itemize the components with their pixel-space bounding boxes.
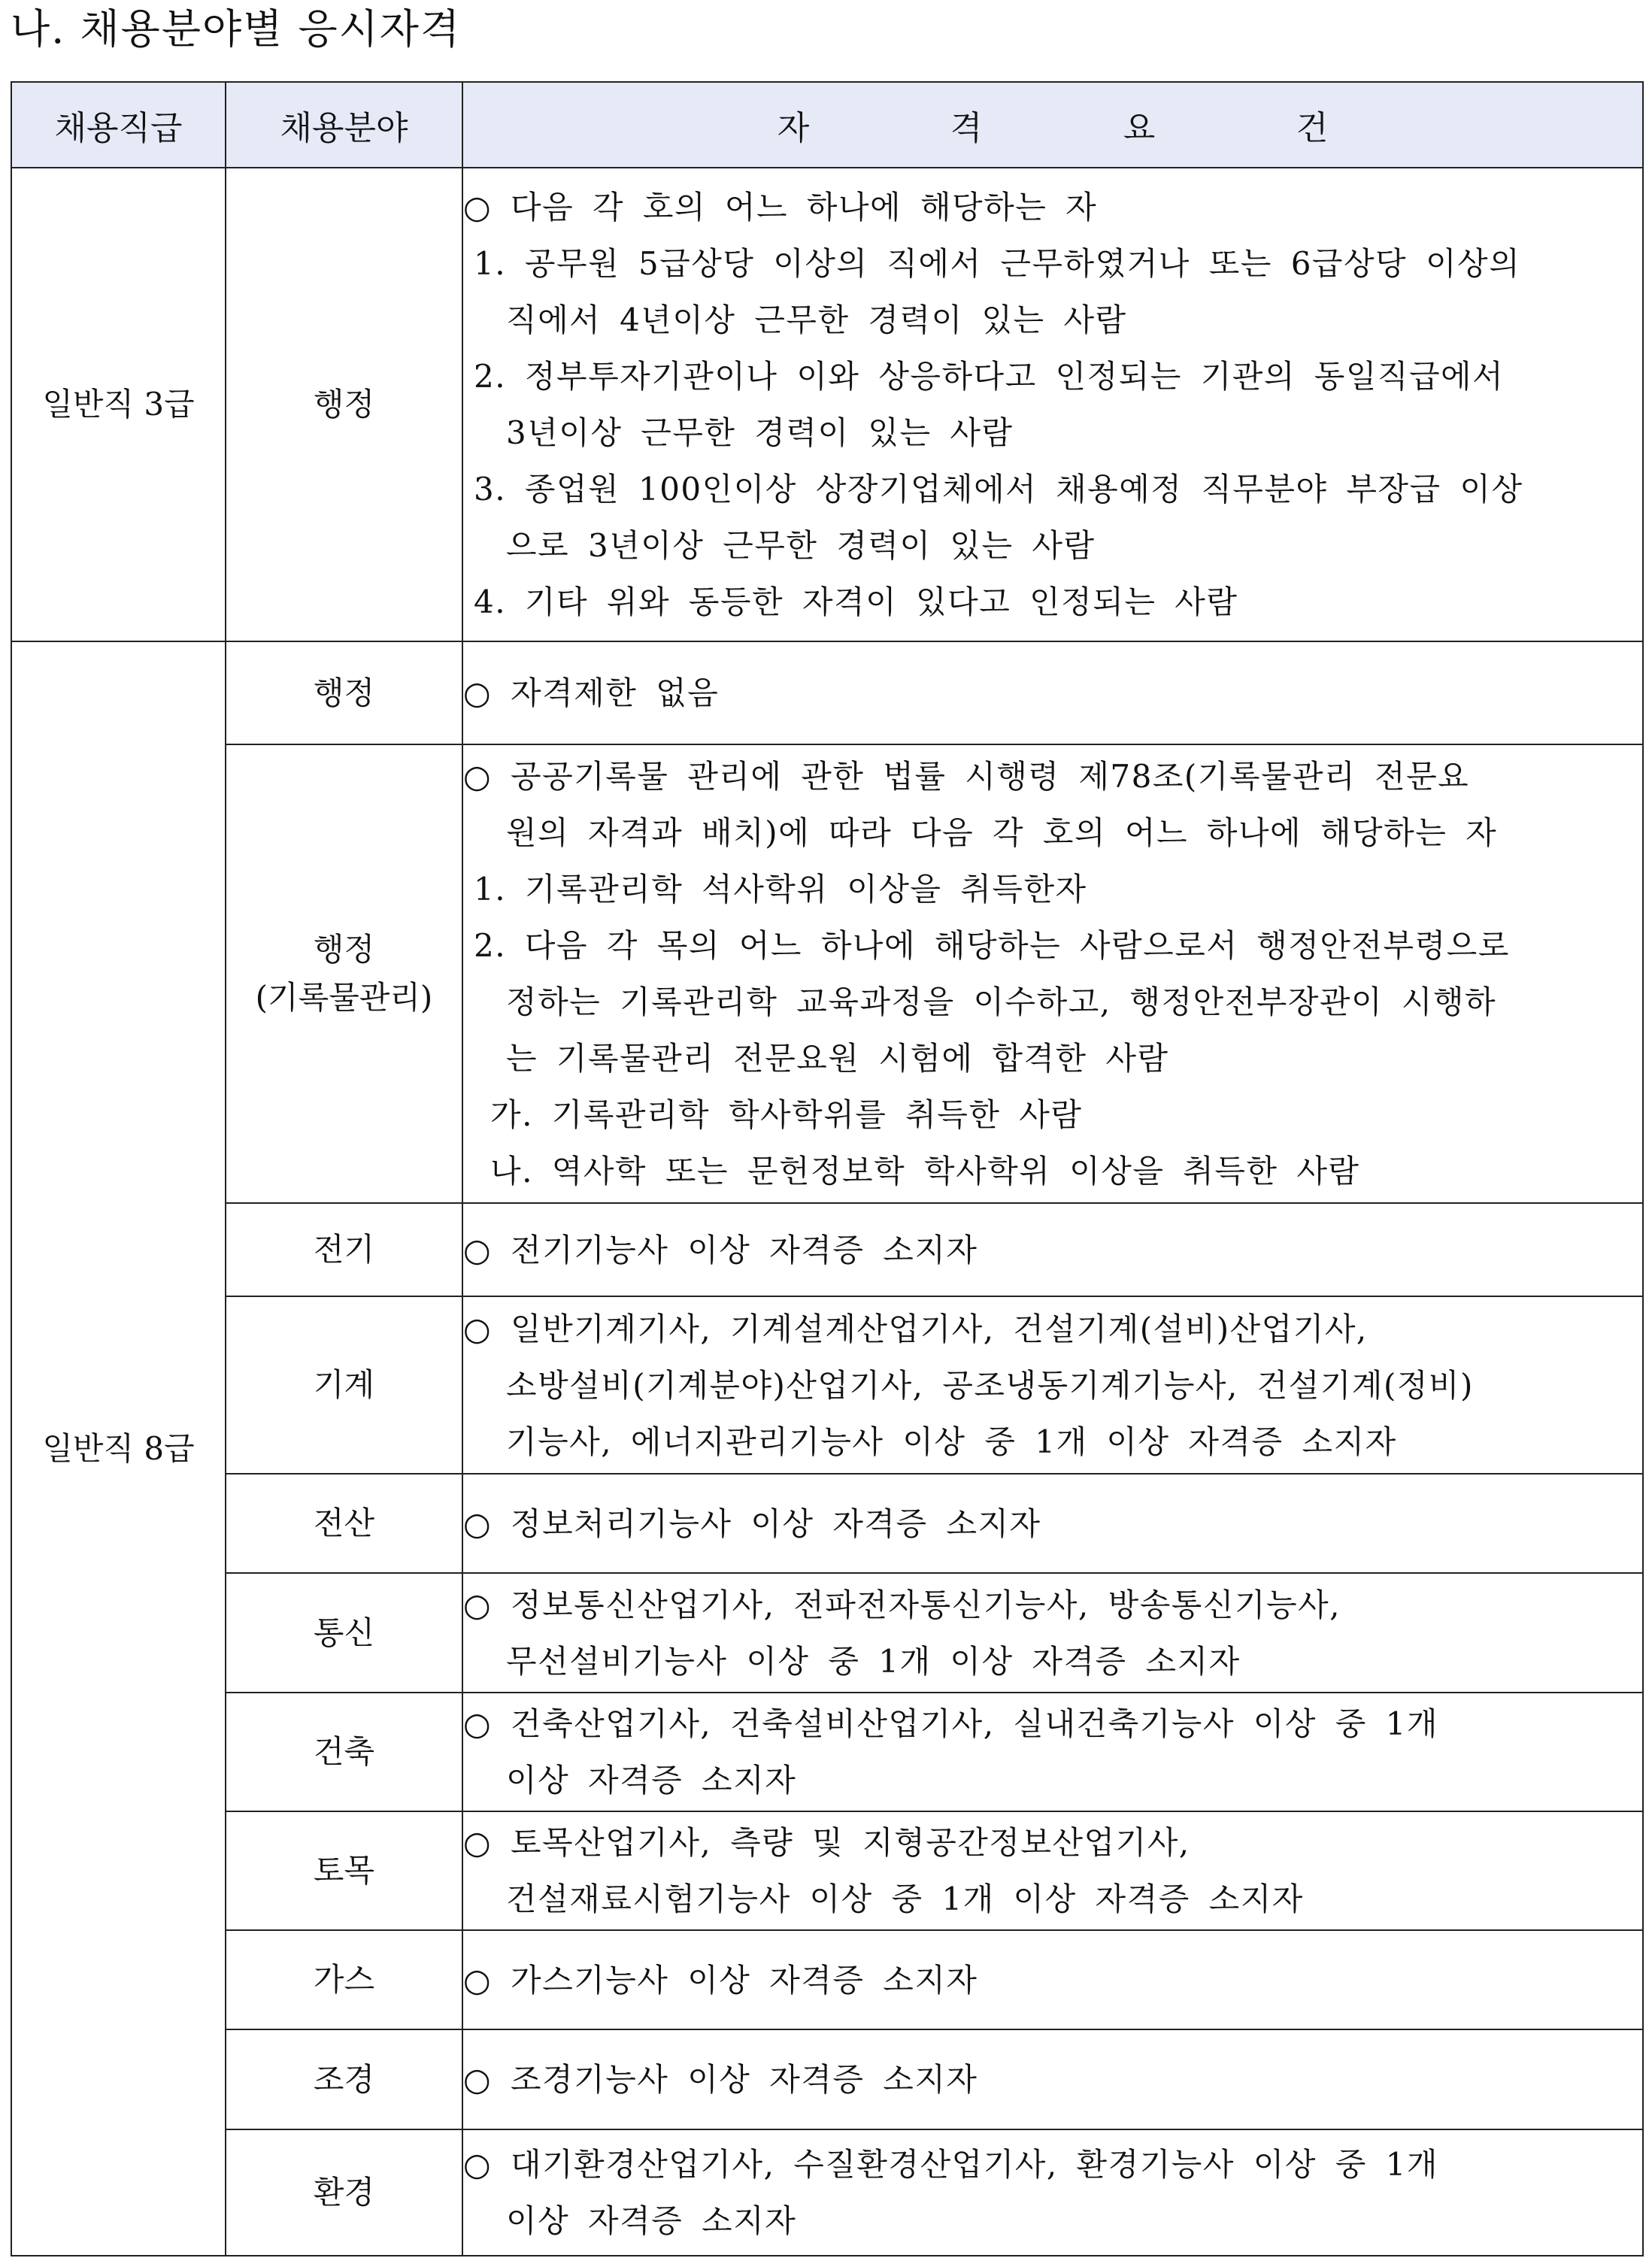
field-cell: 통신 <box>226 1573 462 1693</box>
requirement-line: 소방설비(기계분야)산업기사, 공조냉동기계기능사, 건설기계(정비) <box>506 1366 1474 1404</box>
field-cell: 전산 <box>226 1474 462 1573</box>
field-cell: 건축 <box>226 1693 462 1811</box>
rank-cell: 일반직 8급 <box>11 641 226 2256</box>
header-requirements-char: 요 <box>1123 109 1156 147</box>
requirement-line: 기능사, 에너지관리기능사 이상 중 1개 이상 자격증 소지자 <box>506 1423 1397 1460</box>
requirements-cell <box>462 1930 1643 2029</box>
header-requirements-char: 건 <box>1296 109 1329 147</box>
table-row <box>11 1474 1643 1573</box>
header-field: 채용분야 <box>226 82 462 168</box>
requirement-line: ○ 다음 각 호의 어느 하나에 해당하는 자 <box>463 189 1098 226</box>
section-title: 나. 채용분야별 응시자격 <box>11 5 462 53</box>
requirements-cell <box>462 641 1643 744</box>
requirement-line: 정하는 기록관리학 교육과정을 이수하고, 행정안전부장관이 시행하 <box>506 984 1497 1020</box>
requirement-line: 1. 공무원 5급상당 이상의 직에서 근무하였거나 또는 6급상당 이상의 <box>474 245 1521 282</box>
table-row <box>11 2029 1643 2129</box>
table-row <box>11 1296 1643 1474</box>
table-row <box>11 2129 1643 2256</box>
requirements-cell <box>462 2029 1643 2129</box>
requirement-line: 무선설비기능사 이상 중 1개 이상 자격증 소지자 <box>506 1642 1241 1680</box>
field-cell: 전기 <box>226 1203 462 1296</box>
header-requirements-char: 자 <box>777 109 810 147</box>
requirements-cell <box>462 1296 1643 1474</box>
requirement-line: 이상 자격증 소지자 <box>506 2202 797 2239</box>
requirement-line: ○ 정보처리기능사 이상 자격증 소지자 <box>463 1505 1041 1542</box>
field-cell: 기계 <box>226 1296 462 1474</box>
requirements-cell <box>462 1474 1643 1573</box>
requirements-cell <box>462 744 1643 1203</box>
table-row <box>11 168 1643 641</box>
requirements-cell <box>462 1693 1643 1811</box>
requirement-line: ○ 정보통신산업기사, 전파전자통신기능사, 방송통신기능사, <box>463 1586 1341 1623</box>
table-row <box>11 1203 1643 1296</box>
requirement-line: ○ 자격제한 없음 <box>463 674 720 711</box>
table-row <box>11 1930 1643 2029</box>
requirement-line: ○ 대기환경산업기사, 수질환경산업기사, 환경기능사 이상 중 1개 <box>463 2146 1438 2183</box>
table-row <box>11 641 1643 744</box>
field-cell: 환경 <box>226 2129 462 2256</box>
header-rank: 채용직급 <box>11 82 226 168</box>
requirements-cell <box>462 2129 1643 2256</box>
table-row <box>11 1811 1643 1930</box>
requirement-line: ○ 일반기계기사, 기계설계산업기사, 건설기계(설비)산업기사, <box>463 1310 1368 1347</box>
requirement-line: 4. 기타 위와 동등한 자격이 있다고 인정되는 사람 <box>474 583 1238 620</box>
header-requirements-char: 격 <box>950 109 983 147</box>
requirement-line: ○ 가스기능사 이상 자격증 소지자 <box>463 1961 978 1999</box>
requirement-line: 1. 기록관리학 석사학위 이상을 취득한자 <box>474 871 1087 908</box>
requirement-line: 는 기록물관리 전문요원 시험에 합격한 사람 <box>506 1040 1169 1077</box>
requirement-line: 3. 종업원 100인이상 상장기업체에서 채용예정 직무분야 부장급 이상 <box>474 471 1523 508</box>
rank-cell: 일반직 3급 <box>11 168 226 641</box>
field-cell <box>226 744 462 1203</box>
field-cell: 가스 <box>226 1930 462 2029</box>
table-row <box>11 1693 1643 1811</box>
requirement-line: 원의 자격과 배치)에 따라 다음 각 호의 어느 하나에 해당하는 자 <box>506 814 1498 851</box>
field-cell: 행정 <box>226 168 462 641</box>
header-requirements <box>462 82 1643 168</box>
requirement-line: 나. 역사학 또는 문헌정보학 학사학위 이상을 취득한 사람 <box>490 1153 1360 1190</box>
requirement-line: ○ 전기기능사 이상 자격증 소지자 <box>463 1231 978 1268</box>
table-header-row <box>11 82 1643 168</box>
requirements-cell <box>462 1573 1643 1693</box>
requirement-line: 직에서 4년이상 근무한 경력이 있는 사람 <box>506 302 1127 338</box>
field-label: (기록물관리) <box>255 979 433 1016</box>
requirement-line: ○ 건축산업기사, 건축설비산업기사, 실내건축기능사 이상 중 1개 <box>463 1705 1438 1742</box>
table-row <box>11 1573 1643 1693</box>
requirement-line: 으로 3년이상 근무한 경력이 있는 사람 <box>506 527 1096 564</box>
requirements-cell <box>462 1203 1643 1296</box>
requirement-line: 2. 다음 각 목의 어느 하나에 해당하는 사람으로서 행정안전부령으로 <box>474 927 1510 964</box>
requirement-line: 2. 정부투자기관이나 이와 상응하다고 인정되는 기관의 동일직급에서 <box>474 358 1505 395</box>
requirement-line: 이상 자격증 소지자 <box>506 1762 797 1799</box>
requirement-line: ○ 토목산업기사, 측량 및 지형공간정보산업기사, <box>463 1824 1190 1861</box>
field-cell: 행정 <box>226 641 462 744</box>
table-row <box>11 744 1643 1203</box>
requirement-line: ○ 공공기록물 관리에 관한 법률 시행령 제78조(기록물관리 전문요 <box>463 758 1470 795</box>
field-cell: 토목 <box>226 1811 462 1930</box>
requirements-cell <box>462 168 1643 641</box>
requirement-line: 건설재료시험기능사 이상 중 1개 이상 자격증 소지자 <box>506 1881 1304 1917</box>
requirement-line: ○ 조경기능사 이상 자격증 소지자 <box>463 2061 978 2098</box>
qualification-table <box>11 81 1644 2256</box>
requirements-cell <box>462 1811 1643 1930</box>
requirement-line: 3년이상 근무한 경력이 있는 사람 <box>506 414 1014 451</box>
field-cell: 조경 <box>226 2029 462 2129</box>
requirement-line: 가. 기록관리학 학사학위를 취득한 사람 <box>490 1096 1083 1133</box>
field-label: 행정 <box>313 931 375 968</box>
